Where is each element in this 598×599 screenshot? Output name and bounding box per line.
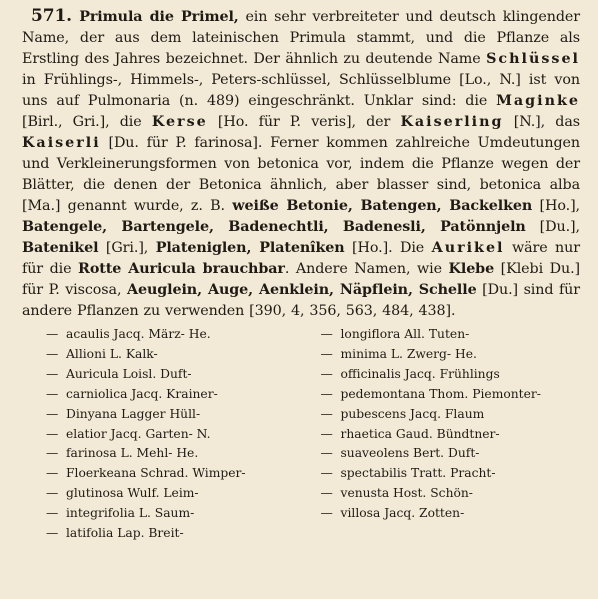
- species-name: Allioni L. Kalk-: [66, 346, 158, 361]
- species-row: [46, 484, 306, 504]
- species-name: Auricula Loisl. Duft-: [66, 366, 192, 381]
- dash: —: [320, 506, 333, 521]
- spaced-term: Aurikel: [431, 240, 505, 256]
- text-segment: [Ho. für P. veris], der: [207, 114, 401, 130]
- bold-names: Batengele, Bartengele, Badenechtli, Badenesli, Patönnjeln: [22, 219, 526, 235]
- dash: —: [320, 366, 333, 381]
- species-row: [46, 444, 306, 464]
- species-name: villosa Jacq. Zotten-: [340, 506, 465, 521]
- species-name: farinosa L. Mehl- He.: [66, 446, 199, 461]
- species-name: Floerkeana Schrad. Wimper-: [66, 466, 246, 481]
- species-name: officinalis Jacq. Frühlings: [340, 366, 500, 381]
- dash: —: [320, 346, 333, 361]
- species-row: [46, 385, 306, 405]
- dash: —: [320, 426, 333, 441]
- text-segment: [Du.],: [525, 219, 580, 235]
- text-segment: wäre nur für die: [22, 240, 580, 277]
- text-segment: . Andere Namen, wie: [284, 261, 449, 277]
- bold-names: Aeuglein, Auge, Aenklein, Näpflein, Schelle: [126, 282, 477, 298]
- species-row: [46, 405, 306, 425]
- species-row: [321, 444, 581, 464]
- dash: —: [320, 406, 333, 421]
- text-segment: [Klebi Du.] für P. viscosa,: [22, 261, 580, 298]
- species-row: [46, 464, 306, 484]
- species-column-left: [46, 325, 306, 544]
- text-segment: [Ho.]. Die: [344, 240, 432, 256]
- spaced-term: Kaiserling: [400, 114, 504, 130]
- spaced-term: Kaiserli: [22, 135, 101, 151]
- species-row: [46, 425, 306, 445]
- species-row: [321, 365, 581, 385]
- dash: —: [46, 327, 59, 341]
- dash: —: [46, 366, 59, 381]
- bold-names: weiße Betonie, Batengen, Backelken: [232, 198, 533, 214]
- species-name: minima L. Zwerg- He.: [340, 346, 477, 361]
- species-list: [22, 325, 580, 544]
- species-name: rhaetica Gaud. Bündtner-: [340, 426, 500, 441]
- species-name: Dinyana Lagger Hüll-: [66, 406, 201, 421]
- spaced-term: Maginke: [496, 93, 580, 109]
- bold-names: Rotte Auricula brauchbar: [78, 261, 285, 277]
- species-name: suaveolens Bert. Duft-: [340, 446, 480, 461]
- text-segment: [Du. für P. farinosa]. Ferner kommen zahlreiche Umdeutungen und Verkleinerungsformen von betonica vor, indem die Pflanze wegen der Blätter, die denen der Betonica ähnlich, aber blasser sind, betonica alba [Ma.] genannt wurde, z. B.: [22, 135, 580, 214]
- species-name: carniolica Jacq. Krainer-: [66, 386, 218, 401]
- species-name: elatior Jacq. Garten- N.: [66, 426, 211, 441]
- species-row: [46, 504, 306, 524]
- dash: —: [46, 386, 59, 401]
- entry-paragraph: [22, 6, 580, 322]
- dash: —: [320, 446, 333, 461]
- text-segment: in Frühlings-, Himmels-, Peters-schlüssel, Schlüsselblume [Lo., N.] ist von uns auf Pulmonaria (n. 489) eingeschränkt. Unklar sind: die: [22, 72, 580, 109]
- dash: —: [46, 466, 59, 481]
- species-name: pubescens Jacq. Flaum: [340, 406, 485, 421]
- species-row: [321, 405, 581, 425]
- species-name: integrifolia L. Saum-: [66, 506, 195, 521]
- dash: —: [46, 506, 59, 521]
- text-segment: [N.], das: [503, 114, 580, 130]
- spaced-term: Schlüssel: [486, 51, 580, 67]
- text-segment: ein sehr verbreiteter und deutsch klingender Name, der aus dem lateinischen Primula stammt, und die Pflanze als Erstling des Jahres bezeichnet. Der ähnlich zu deutende Name: [22, 9, 580, 67]
- species-row: [321, 325, 581, 345]
- dash: —: [46, 446, 59, 461]
- entry-heading: Primula die Primel,: [72, 9, 239, 25]
- species-row: [321, 385, 581, 405]
- species-name: spectabilis Tratt. Pracht-: [340, 466, 496, 481]
- dash: —: [46, 346, 59, 361]
- text-segment: [Du.] sind für andere Pflanzen zu verwenden [390, 4, 356, 563, 484, 438].: [22, 282, 581, 319]
- dash: —: [46, 426, 59, 441]
- bold-names: Klebe: [448, 261, 495, 277]
- species-name: latifolia Lap. Breit-: [66, 526, 184, 541]
- text-segment: [Ho.],: [532, 198, 580, 214]
- species-row: [321, 464, 581, 484]
- dash: —: [320, 386, 333, 401]
- species-row: [46, 325, 306, 345]
- dash: —: [46, 526, 59, 541]
- species-name: longiflora All. Tuten-: [340, 327, 470, 341]
- species-row: [321, 484, 581, 504]
- dash: —: [46, 486, 59, 501]
- species-column-right: [321, 325, 581, 544]
- species-name: glutinosa Wulf. Leim-: [66, 486, 199, 501]
- dash: —: [46, 406, 59, 421]
- species-row: [321, 345, 581, 365]
- bold-names: Plateniglen, Platenîken: [155, 240, 345, 256]
- dash: —: [320, 486, 333, 501]
- species-row: [46, 345, 306, 365]
- dash: —: [320, 327, 333, 341]
- species-row: [46, 365, 306, 385]
- dash: —: [320, 466, 333, 481]
- species-row: [46, 524, 306, 544]
- species-name: acaulis Jacq. März- He.: [66, 327, 211, 341]
- species-name: pedemontana Thom. Piemonter-: [340, 386, 541, 401]
- species-row: [321, 425, 581, 445]
- entry-number: 571.: [31, 6, 73, 26]
- text-segment: [Gri.],: [98, 240, 156, 256]
- text-segment: [Birl., Gri.], die: [22, 114, 152, 130]
- species-row: [321, 504, 581, 524]
- spaced-term: Kerse: [151, 114, 208, 130]
- species-name: venusta Host. Schön-: [340, 486, 473, 501]
- bold-names: Batenikel: [22, 240, 99, 256]
